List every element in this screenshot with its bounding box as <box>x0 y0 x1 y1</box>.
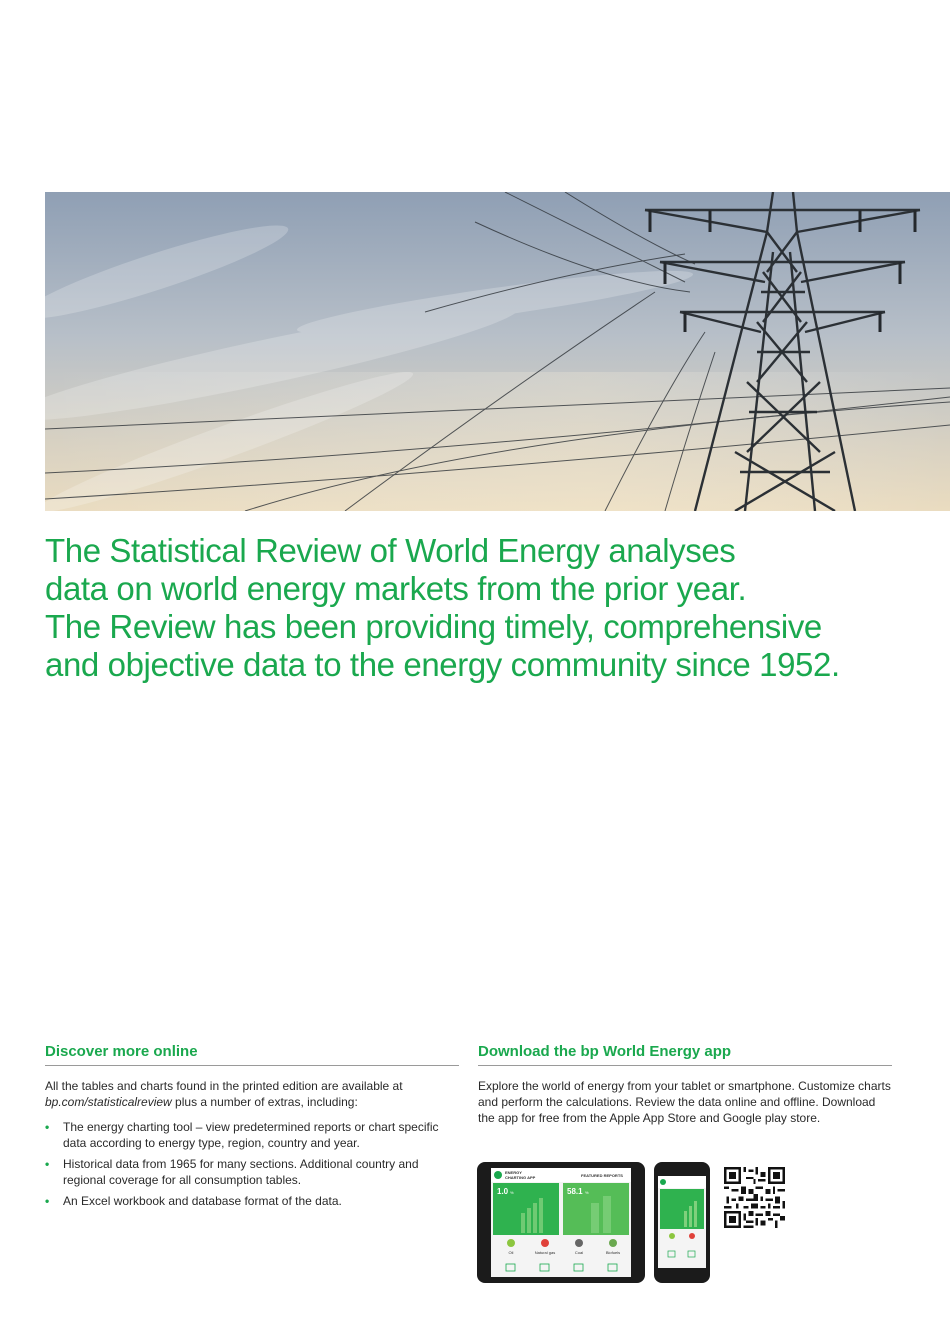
list-item-text: An Excel workbook and database format of the data. <box>63 1194 342 1208</box>
discover-intro-text-2: plus a number of extras, including: <box>171 1095 358 1109</box>
list-item-text: The energy charting tool – view predetermined reports or chart specific data according to energy type, region, country and year. <box>63 1120 439 1150</box>
statistical-review-link[interactable]: bp.com/statisticalreview <box>45 1095 172 1109</box>
list-item-text: Historical data from 1965 for many sections. Additional country and regional coverage for all consumption tables. <box>63 1157 419 1187</box>
stat-2-unit: % <box>585 1190 589 1195</box>
app-name-1: ENERGY <box>505 1170 522 1175</box>
tablet-screen <box>491 1168 631 1277</box>
headline-line-1: The Statistical Review of World Energy analyses <box>45 532 736 569</box>
app-devices-image <box>477 1160 807 1285</box>
fuel-biofuels: Biofuels <box>605 1250 621 1255</box>
qr-code-icon[interactable] <box>724 1167 785 1228</box>
bullet-icon: • <box>45 1120 50 1134</box>
discover-section <box>45 1043 459 1214</box>
discover-intro <box>45 1078 459 1110</box>
power-pylon-sunset-photo <box>45 192 950 511</box>
app-screenshot-phone <box>658 1176 706 1268</box>
discover-title: Discover more online <box>45 1043 459 1066</box>
fuel-gas: Natural gas <box>534 1250 556 1255</box>
download-section <box>478 1043 892 1126</box>
extras-list <box>45 1119 459 1209</box>
featured-label: FEATURED REPORTS <box>581 1173 623 1178</box>
list-item <box>45 1193 459 1209</box>
tablet-device <box>477 1162 645 1283</box>
headline-line-3: The Review has been providing timely, comprehensive <box>45 608 822 645</box>
stat-2: 58.1 <box>567 1187 583 1196</box>
bullet-icon: • <box>45 1157 50 1171</box>
download-body: Explore the world of energy from your tablet or smartphone. Customize charts and perform the calculations. Review the data online and offline. Download the app for free from the Apple App Store and Google play store. <box>478 1079 891 1125</box>
phone-device <box>654 1162 710 1283</box>
phone-screen <box>658 1176 706 1268</box>
bullet-icon: • <box>45 1194 50 1208</box>
headline <box>45 532 925 684</box>
list-item <box>45 1156 459 1188</box>
fuel-coal: Coal <box>574 1250 584 1255</box>
download-title: Download the bp World Energy app <box>478 1043 892 1066</box>
stat-1: 1.0 <box>497 1187 509 1196</box>
list-item <box>45 1119 459 1151</box>
headline-line-2: data on world energy markets from the prior year. <box>45 570 747 607</box>
fuel-oil: Oil <box>508 1250 514 1255</box>
app-screenshot <box>491 1168 631 1277</box>
hero-photo <box>45 192 950 511</box>
discover-intro-text: All the tables and charts found in the printed edition are available at <box>45 1079 403 1093</box>
stat-1-unit: % <box>510 1190 514 1195</box>
headline-line-4: and objective data to the energy community since 1952. <box>45 646 840 683</box>
app-name-2: CHARTING APP <box>505 1175 536 1180</box>
